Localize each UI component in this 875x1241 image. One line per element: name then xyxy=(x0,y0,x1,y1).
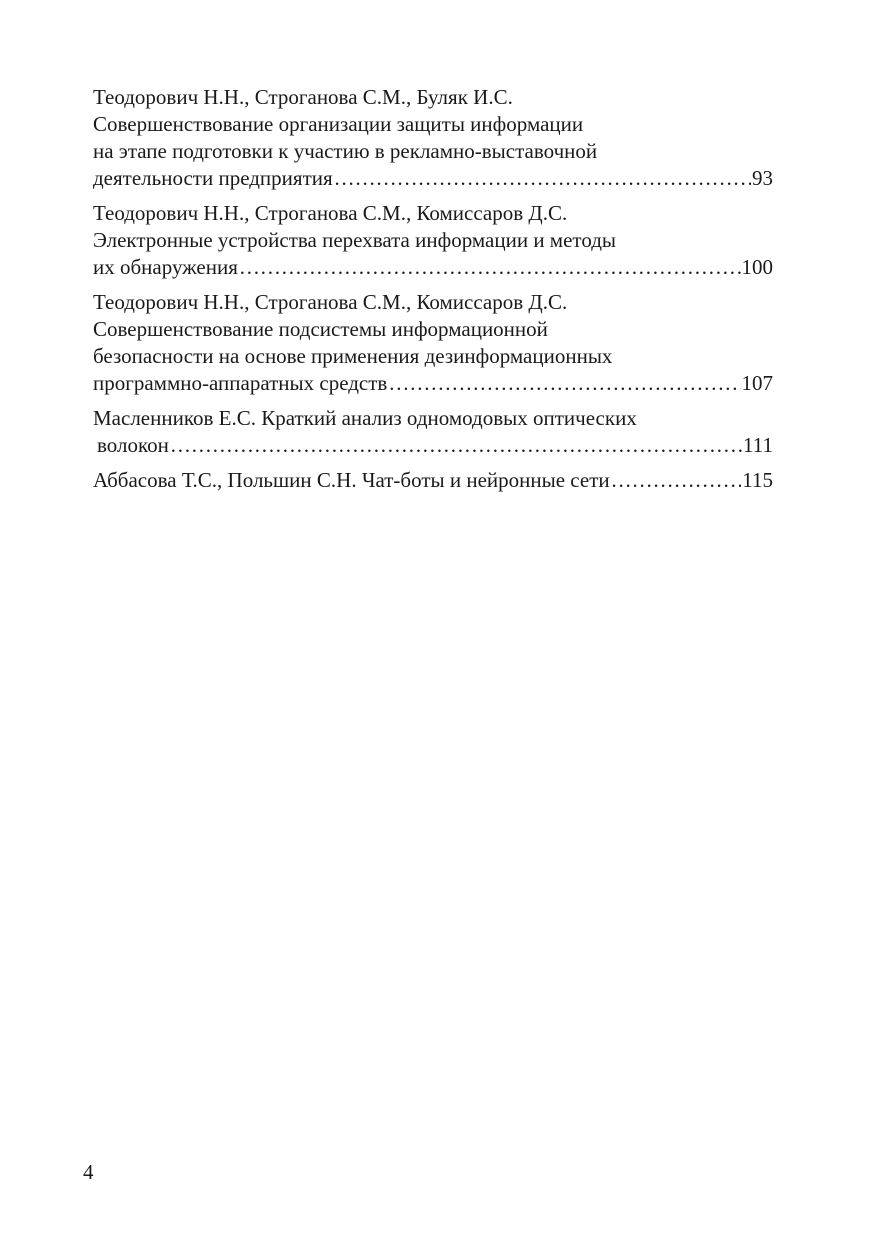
toc-entry xyxy=(93,200,773,281)
toc-entry-title-end: волокон xyxy=(97,433,169,457)
toc-entry xyxy=(93,405,773,459)
toc-entry-title-line: Совершенствование организации защиты информации xyxy=(93,112,584,136)
toc-entry-title-line: безопасности на основе применения дезинформационных xyxy=(93,344,613,368)
table-of-contents xyxy=(93,84,773,502)
toc-entry-title-end: Аббасова Т.С., Польшин С.Н. Чат-боты и нейронные сети xyxy=(93,468,610,492)
toc-entry-title-line: Совершенствование подсистемы информационной xyxy=(93,317,548,341)
dot-leader xyxy=(170,432,742,459)
toc-entry xyxy=(93,84,773,192)
toc-entry-authors: Теодорович Н.Н., Строганова С.М., Комиссаров Д.С. xyxy=(93,290,568,314)
toc-entry-title-line: на этапе подготовки к участию в рекламно-выставочной xyxy=(93,139,598,163)
toc-entry xyxy=(93,289,773,397)
toc-entry xyxy=(93,467,773,494)
toc-entry-authors: Теодорович Н.Н., Строганова С.М., Буляк И.С. xyxy=(93,85,513,109)
toc-entry-last-line xyxy=(93,370,773,397)
toc-entry-page: 107 xyxy=(741,371,773,395)
toc-entry-title-line: Электронные устройства перехвата информации и методы xyxy=(93,228,617,252)
toc-entry-last-line xyxy=(93,467,773,494)
toc-entry-last-line xyxy=(93,432,773,459)
toc-entry-authors: Теодорович Н.Н., Строганова С.М., Комиссаров Д.С. xyxy=(93,201,568,225)
dot-leader xyxy=(388,370,740,397)
dot-leader xyxy=(334,165,751,192)
toc-entry-last-line xyxy=(93,254,773,281)
toc-entry-page: 93 xyxy=(752,166,773,190)
dot-leader xyxy=(239,254,741,281)
toc-entry-title-end: их обнаружения xyxy=(93,255,238,279)
toc-entry-page: 115 xyxy=(742,468,773,492)
toc-entry-authors: Масленников Е.С. Краткий анализ одномодовых оптических xyxy=(93,406,637,430)
page-number: 4 xyxy=(83,1160,94,1184)
toc-entry-last-line xyxy=(93,165,773,192)
dot-leader xyxy=(611,467,742,494)
toc-entry-page: 100 xyxy=(741,255,773,279)
toc-entry-title-end: деятельности предприятия xyxy=(93,166,333,190)
toc-entry-title-end: программно-аппаратных средств xyxy=(93,371,388,395)
toc-entry-page: 111 xyxy=(743,433,773,457)
